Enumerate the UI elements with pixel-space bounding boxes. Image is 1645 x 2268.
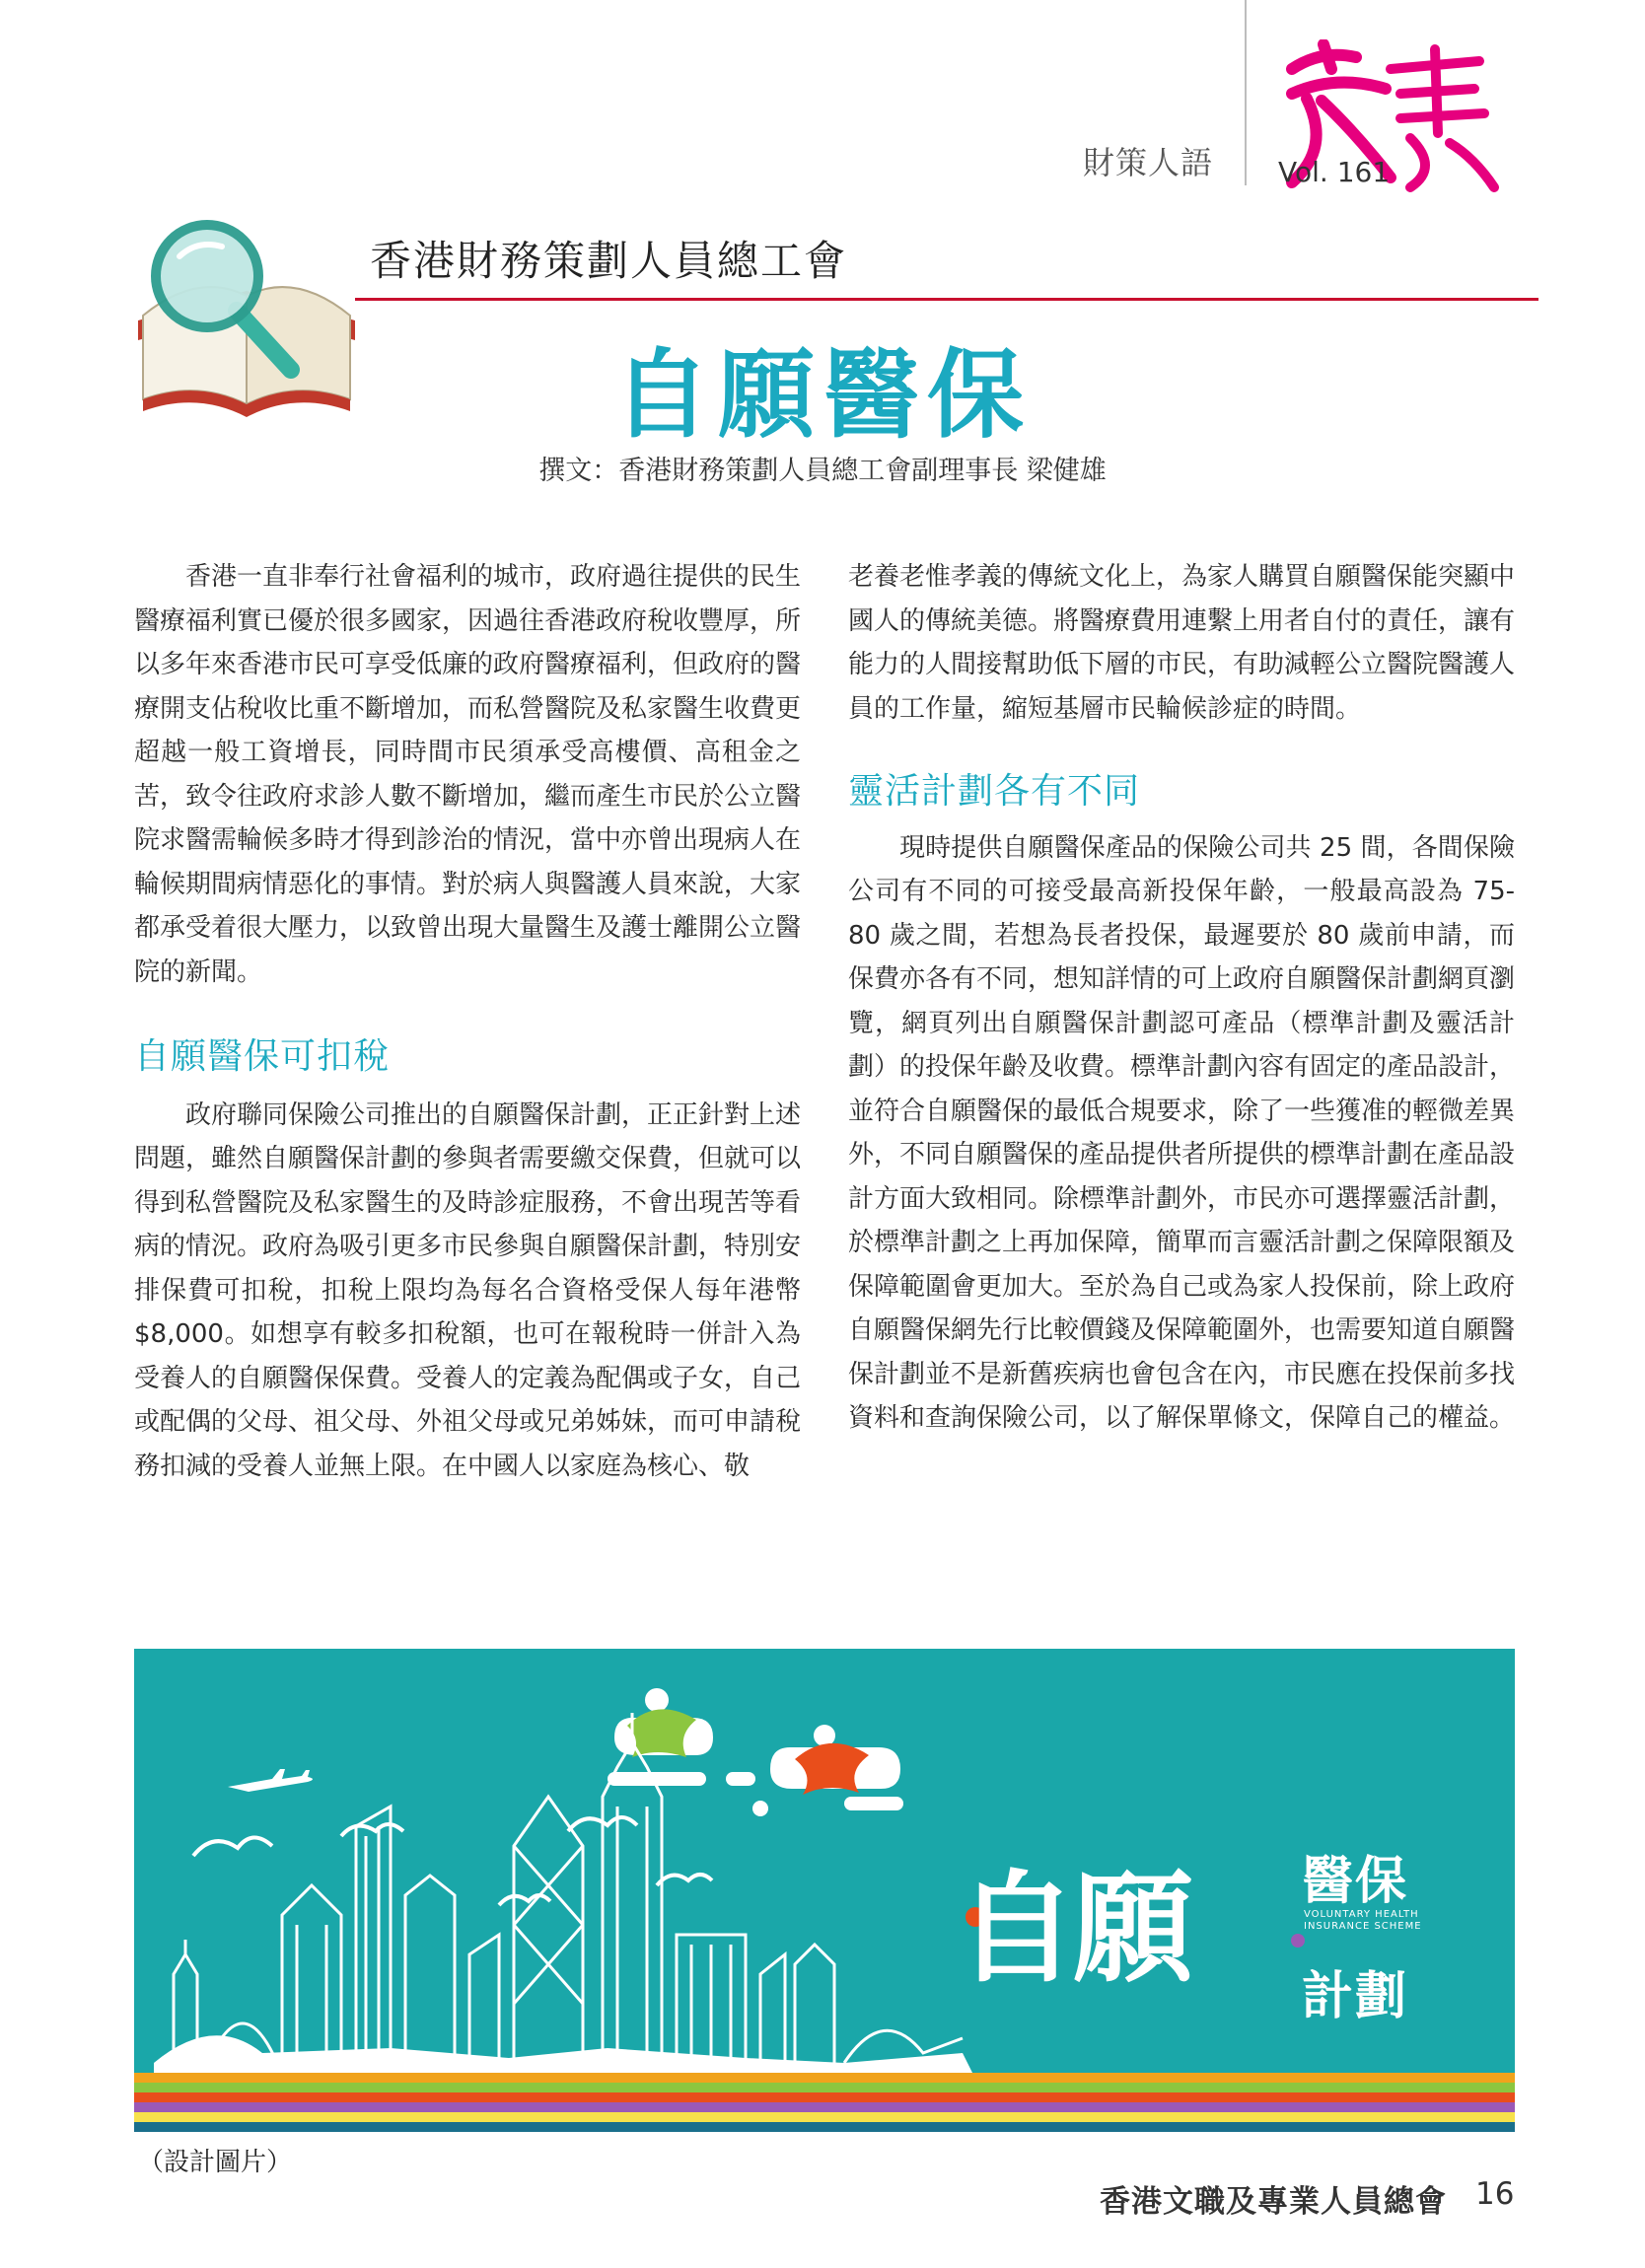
column-right [848, 555, 1515, 1441]
header-divider [1245, 0, 1247, 185]
union-name: 香港財務策劃人員總工會 [370, 237, 848, 285]
byline-text: 撰文：香港財務策劃人員總工會副理事長 梁健雄 [538, 456, 1107, 486]
vhis-logo-sub-2: 計劃 [1302, 1967, 1409, 2026]
section1-paragraph-continued: 老養老惟孝義的傳統文化上，為家人購買自願醫保能突顯中國人的傳統美德。將醫療費用連繫上用者自付的責任，讓有能力的人間接幫助低下層的市民，有助減輕公立醫院醫護人員的工作量，縮短基層市民輪候診症的時間。 [848, 562, 1516, 724]
byline [0, 449, 1645, 487]
section-label: 財策人語 [1083, 144, 1214, 181]
page-number: 16 [1475, 2176, 1515, 2212]
vhis-logo-main: 自願 [957, 1859, 1189, 1999]
article-title: 自願醫保 [612, 339, 1032, 452]
intro-paragraph: 香港一直非奉行社會福利的城市，政府過往提供的民生醫療福利實已優於很多國家，因過往香港政府稅收豐厚，所以多年來香港市民可享受低廉的政府醫療福利，但政府的醫療開支佔稅收比重不斷增加，而私營醫院及私家醫生收費更超越一般工資增長，同時間市民須承受高樓價、高租金之苦，致令往政府求診人數不斷增加，繼而產生市民於公立醫院求醫需輪候多時才得到診治的情況，當中亦曾出現病人在輪候期間病情惡化的事情。對於病人與醫護人員來說，大家都承受着很大壓力，以致曾出現大量醫生及護士離開公立醫院的新聞。 [134, 562, 802, 987]
vhis-logo-sub-1: 醫保 [1302, 1852, 1409, 1911]
image-caption: （設計圖片） [138, 2148, 293, 2177]
section-heading-tax: 自願醫保可扣稅 [134, 1036, 391, 1077]
vhis-logo-english: VOLUNTARY HEALTH INSURANCE SCHEME [1304, 1909, 1422, 1932]
section2-paragraph: 現時提供自願醫保產品的保險公司共 25 間，各間保險公司有不同的可接受最高新投保年齡，一般最高設為 75-80 歲之間，若想為長者投保，最遲要於 80 歲前申請，而保費亦各有不同，想知詳情的可上政府自願醫保計劃網頁瀏覽，網頁列出自願醫保計劃認可產品（標準計劃及靈活計劃）的投保年齡及收費。標準計劃內容有固定的產品設計，並符合自願醫保的最低合規要求，除了一些獲准的輕微差異外，不同自願醫保的產品提供者所提供的標準計劃在產品設計方面大致相同。除標準計劃外，市民亦可選擇靈活計劃，於標準計劃之上再加保障，簡單而言靈活計劃之保障限額及保障範圍會更加大。至於為自己或為家人投保前，除上政府自願醫保網先行比較價錢及保障範圍外，也需要知道自願醫保計劃並不是新舊疾病也會包含在內，市民應在投保前多找資料和查詢保險公司，以了解保單條文，保障自己的權益。 [848, 832, 1516, 1433]
title-divider [355, 298, 1538, 301]
column-left [134, 555, 801, 1488]
section-heading-plans: 靈活計劃各有不同 [848, 771, 1141, 812]
section1-paragraph: 政府聯同保險公司推出的自願醫保計劃，正正針對上述問題，雖然自願醫保計劃的參與者需要繳交保費，但就可以得到私營醫院及私家醫生的及時診症服務，不會出現苦等看病的情況。政府為吸引更多市民參與自願醫保計劃，特別安排保費可扣稅，扣稅上限均為每名合資格受保人每年港幣 $8,000。如想享有較多扣稅額，也可在報稅時一併計入為受養人的自願醫保保費。受養人的定義為配偶或子女，自己或配偶的父母、祖父母、外祖父母或兄弟姊妹，而可申請稅務扣減的受養人並無上限。在中國人以家庭為核心、敬 [134, 1099, 802, 1481]
volume-label: Vol. 161 [1278, 156, 1391, 188]
footer-organization: 香港文職及專業人員總會 [1100, 2184, 1447, 2220]
